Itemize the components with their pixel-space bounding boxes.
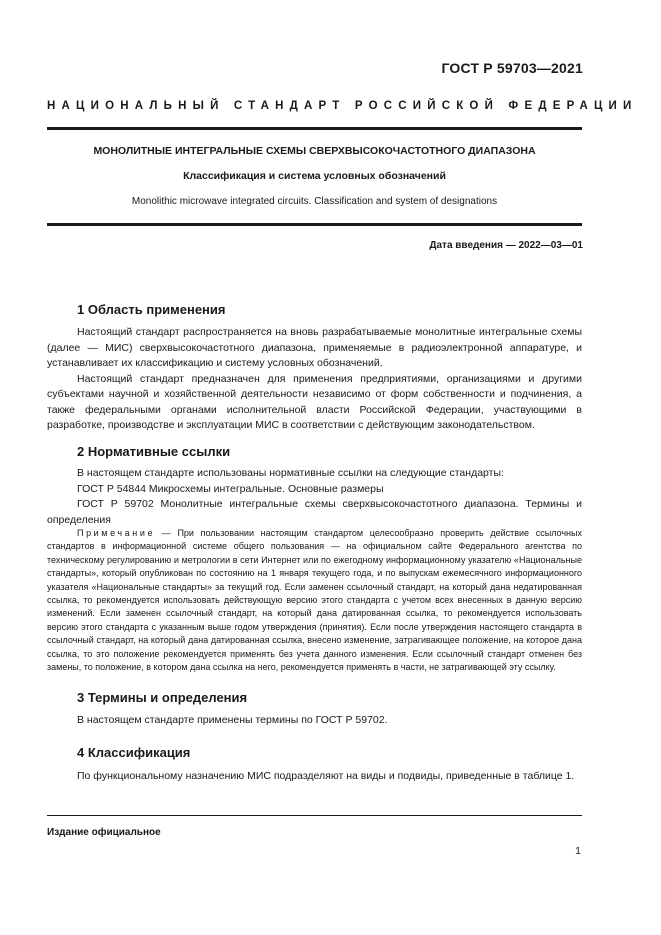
section-1-heading: 1 Область применения: [77, 302, 226, 317]
section-2-heading: 2 Нормативные ссылки: [77, 444, 231, 459]
document-subtitle: Классификация и система условных обозначений: [183, 170, 446, 182]
page-number: 1: [575, 845, 581, 857]
section-2-body: [47, 466, 582, 528]
section-4-paragraph-1: По функциональному назначению МИС подразделяют на виды и подвиды, приведенные в таблице 1.: [77, 770, 575, 782]
introduction-date: Дата введения — 2022—03—01: [429, 240, 583, 251]
document-title: МОНОЛИТНЫЕ ИНТЕГРАЛЬНЫЕ СХЕМЫ СВЕРХВЫСОКОЧАСТОТНОГО ДИАПАЗОНА: [93, 145, 536, 157]
footer-rule: [47, 815, 582, 816]
section-3-body: [47, 713, 582, 729]
section-2-note: [47, 527, 582, 674]
section-3-paragraph-1: В настоящем стандарте применены термины по ГОСТ Р 59702.: [77, 714, 388, 726]
section-3-heading: 3 Термины и определения: [77, 690, 248, 705]
official-edition-label: Издание официальное: [47, 827, 161, 838]
section-1-paragraph-1: Настоящий стандарт распространяется на вновь разрабатываемые монолитные интегральные схемы (далее — МИС) сверхвысокочастотного диапазона, применяемые в радиоэлектронной аппаратуре, и устанавливает их классификацию и систему условных обозначений.: [47, 326, 582, 369]
top-rule: [47, 127, 582, 130]
section-4-body: [47, 769, 582, 785]
english-title: Monolithic microwave integrated circuits. Classification and system of designations: [131, 196, 498, 207]
standard-designation: ГОСТ Р 59703—2021: [441, 60, 583, 76]
note-text: — При пользовании настоящим стандартом целесообразно проверить действие ссылочных стандартов в информационной системе общего пользования — на официальном сайте Федерального агентства по техническому регулированию и метрологии в сети Интернет или по ежегодному информационному указателю «Национальные стандарты», который опубликован по состоянию на 1 января текущего года, и по выпускам ежемесячного информационного указателя «Национальные стандарты» за текущий год. Если заменен ссылочный стандарт, на который дана недатированная ссылка, то рекомендуется использовать действующую версию этого стандарта с учетом всех внесенных в данную версию изменений. Если заменен ссылочный стандарт, на который дана датированная ссылка, то рекомендуется использовать версию этого стандарта с указанным выше годом утверждения (принятия). Если после утверждения настоящего стандарта в ссылочный стандарт, на который дана датированная ссылка, внесено изменение, затрагивающее положение, на которое дана ссылка, то это положение рекомендуется применять без учета данного изменения. Если ссылочный стандарт отменен без замены, то положение, в котором дана ссылка на него, рекомендуется применять в части, не затрагивающей эту ссылку.: [47, 528, 582, 673]
section-2-paragraph-1: В настоящем стандарте использованы нормативные ссылки на следующие стандарты:: [77, 467, 504, 479]
section-4-heading: 4 Классификация: [77, 745, 191, 760]
section-1-paragraph-2: Настоящий стандарт предназначен для применения предприятиями, организациями и другими субъектами научной и хозяйственной деятельности независимо от форм собственности и подчинения, а также федеральными органами исполнительной власти Российской Федерации, участвующими в разработке, производстве и эксплуатации МИС в соответствии с действующим законодательством.: [47, 372, 582, 431]
reference-2: ГОСТ Р 59702 Монолитные интегральные схемы сверхвысокочастотного диапазона. Термины и определения: [47, 498, 582, 526]
title-bottom-rule: [47, 223, 582, 226]
national-standard-heading: НАЦИОНАЛЬНЫЙ СТАНДАРТ РОССИЙСКОЙ ФЕДЕРАЦИИ: [47, 100, 638, 112]
reference-1: ГОСТ Р 54844 Микросхемы интегральные. Основные размеры: [77, 482, 384, 495]
note-label: Примечание: [77, 528, 156, 538]
section-1-body: [47, 325, 582, 434]
